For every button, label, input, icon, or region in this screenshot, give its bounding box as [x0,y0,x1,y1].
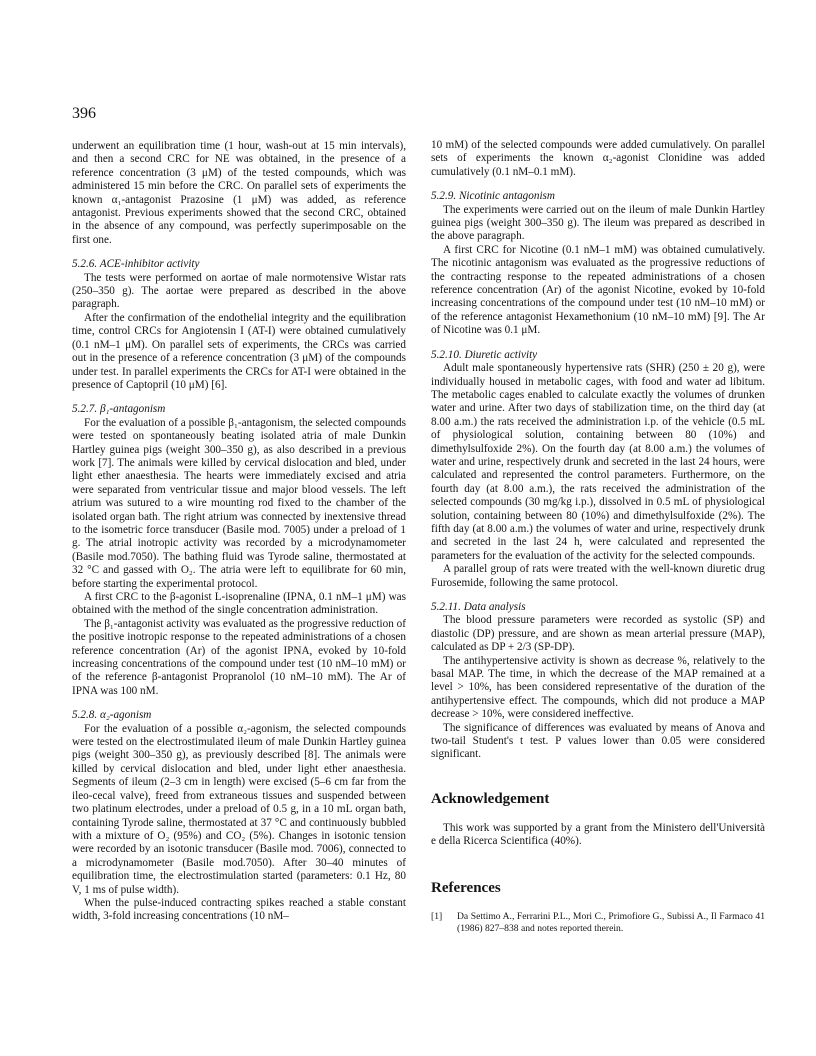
paragraph: A first CRC to the β-agonist L-isoprenaline (IPNA, 0.1 nM–1 μM) was obtained with the method of the single concentration administration. [72,591,406,617]
paragraph: When the pulse-induced contracting spikes reached a stable constant width, 3-fold increasing concentrations (10 nM– [72,896,406,923]
reference-item [431,911,765,935]
paragraph: Adult male spontaneously hypertensive rats (SHR) (250 ± 20 g), were individually housed in metabolic cages, with food and water ad libitum. The metabolic cages enabled to calculate exactly the volumes of drunken water and urine. After two days of stabilization time, on the third day (at 8.00 a.m.) the rats received the administration i.p. of the vehicle (0.5 mL of physiological solution, containing between 80 (10%) and dimethylsulfoxide 2%). On the fourth day (at 8.00 a.m.) the volumes of water and urine, respectively drunk and secreted in the last 24 hours, were calculated and represented the control parameters. Furthermore, on the fourth day (at 8.00 a.m.), the rats received the administration of the selected compounds (30 mg/kg i.p.), dissolved in 0.5 mL of physiological solution, containing between 80 (10%) and dimethylsulfoxide (2%). The fifth day (at 8.00 a.m.) the volumes of water and urine, respectively drunk and secreted in the last 24 h, were calculated and represented the parameters for the evaluation of the activity for the selected compounds. [431,362,765,562]
paragraph: The antihypertensive activity is shown as decrease %, relatively to the basal MAP. The time, in which the decrease of the MAP remained at a level > 10%, has been considered representative of the duration of the antihypertensive effect. The compounds, which did not produce a MAP decrease > 10%, were considered ineffective. [431,654,765,721]
section-heading: 5.2.11. Data analysis [431,601,526,613]
acknowledgement-heading: Acknowledgement [431,790,550,807]
references-section [431,879,765,935]
paragraph: The β₁-antagonist activity was evaluated as the progressive reduction of the positive inotropic response to the repeated administrations of a chosen reference concentration (Ar) of the agonist IPNA, evoked by 10-fold increasing concentrations of the compound under test (10 nM–10 mM) or of the reference β-antagonist Propranolol (10 nM–10 mM). The Ar of IPNA was 100 nM. [72,617,406,697]
paragraph: After the confirmation of the endothelial integrity and the equilibration time, control CRCs for Angiotensin I (AT-I) were obtained cumulatively (0.1 nM–1 μM). On parallel sets of experiments, the CRCs was carried out in the presence of a reference concentration (3 μM) of the compounds under test. In parallel experiments the CRCs for AT-I were obtained in the presence of Captopril (10 μM) [6]. [72,311,406,391]
reference-number: [1] [431,910,443,922]
right-column [431,139,765,935]
page-number: 396 [72,105,96,122]
paragraph: For the evaluation of a possible α₂-agonism, the selected compounds were tested on the electrostimulated ileum of male Dunkin Hartley guinea pigs (weight 300–350 g), as previously described [8]. The animals were killed by cervical dislocation and bled, under light ether anaesthesia. Segments of ileum (2–3 cm in length) were excised (5–6 cm far from the ileo-cecal valve), freed from extraneous tissues and suspended between two platinum electrodes, under a preload of 0.5 g, in a 10 mL organ bath, containing Tyrode saline, thermostated at 37 °C and continuously bubbled with a mixture of O₂ (95%) and CO₂ (5%). Changes in isotonic tension were recorded by an isotonic transducer (Basile mod. 7006), connected to a microdynamometer (Basile mod.7050). After 30–40 minutes of equilibration time, the electrostimulation started (parameters: 0.1 Hz, 80 V, 1 ms of pulse width). [72,722,406,896]
reference-text: Da Settimo A., Ferrarini P.L., Mori C., Primofiore G., Subissi A., Il Farmaco 41 (1986) 827–838 and notes reported therein. [457,910,765,934]
paragraph: The significance of differences was evaluated by means of Anova and two-tail Student's t test. P values lower than 0.05 were considered significant. [431,721,765,761]
section-heading: 5.2.9. Nicotinic antagonism [431,190,555,203]
paragraph: A parallel group of rats were treated with the well-known diuretic drug Furosemide, following the same protocol. [431,563,765,589]
paragraph: The tests were performed on aortae of male normotensive Wistar rats (250–350 g). The aortae were prepared as described in the above paragraph. [72,271,406,311]
references-heading: References [431,879,501,896]
section-heading: 5.2.10. Diuretic activity [431,348,538,361]
paragraph: underwent an equilibration time (1 hour, wash-out at 15 min intervals), and then a second CRC for NE was obtained, in the presence of a reference concentration (3 μM) of the tested compounds, which was administered 15 min before the CRC. On parallel sets of experiments the known α₁-antagonist Prazosine (1 μM) was added, as reference antagonist. Previous experiments showed that the second CRC, obtained in the absence of any compound, was perfectly superimposable on the first one. [72,140,406,246]
paragraph: The experiments were carried out on the ileum of male Dunkin Hartley guinea pigs (weight 300–350 g). The ileum was prepared as described in the above paragraph. [431,203,765,243]
left-column [72,140,406,924]
section-heading: 5.2.8. α₂-agonism [72,709,152,722]
section-heading: 5.2.6. ACE-inhibitor activity [72,258,200,271]
paragraph: The blood pressure parameters were recorded as systolic (SP) and diastolic (DP) pressure, and are shown as mean arterial pressure (MAP), calculated as DP + 2/3 (SP-DP). [431,614,765,654]
paragraph: For the evaluation of a possible β₁-antagonism, the selected compounds were tested on spontaneously beating isolated atria of male Dunkin Hartley guinea pigs (weight 300–350 g), as also described in a previous work [7]. The animals were killed by cervical dislocation and bled, under light ether anaesthesia. The hearts were immediately excised and atria were separated from ventricular tissue and major blood vessels. The left atrium was sutured to a wire mounting rod fixed to the chamber of the isolated organ bath. The right atrium was connected by inextensive thread to the isometric force transducer (Basile mod. 7005) under a preload of 1 g. The atrial inotropic activity was recorded by a microdynamometer (Basile mod.7050). The bathing fluid was Tyrode saline, thermostated at 32 °C and gassed with O₂. The atria were left to equilibrate for 60 min, before starting the experimental protocol. [72,416,406,590]
acknowledgement-section [431,790,765,849]
paragraph: A first CRC for Nicotine (0.1 nM–1 mM) was obtained cumulatively. The nicotinic antagonism was evaluated as the progressive reductions of the contracting response to the repeated administrations of a chosen reference concentration (Ar) of the agonist Nicotine, evoked by 10-fold increasing concentrations of the compound under test (10 nM–10 mM) or of the reference antagonist Hexamethonium (10 nM–10 mM) [9]. The Ar of Nicotine was 0.1 μM. [431,243,765,337]
paragraph: 10 mM) of the selected compounds were added cumulatively. On parallel sets of experiments the known α₂-agonist Clonidine was added cumulatively (0.1 nM–0.1 mM). [431,139,765,178]
section-heading: 5.2.7. β₁-antagonism [72,403,166,416]
acknowledgement-text: This work was supported by a grant from the Ministero dell'Università e della Ricerca Scientifica (40%). [431,821,765,848]
